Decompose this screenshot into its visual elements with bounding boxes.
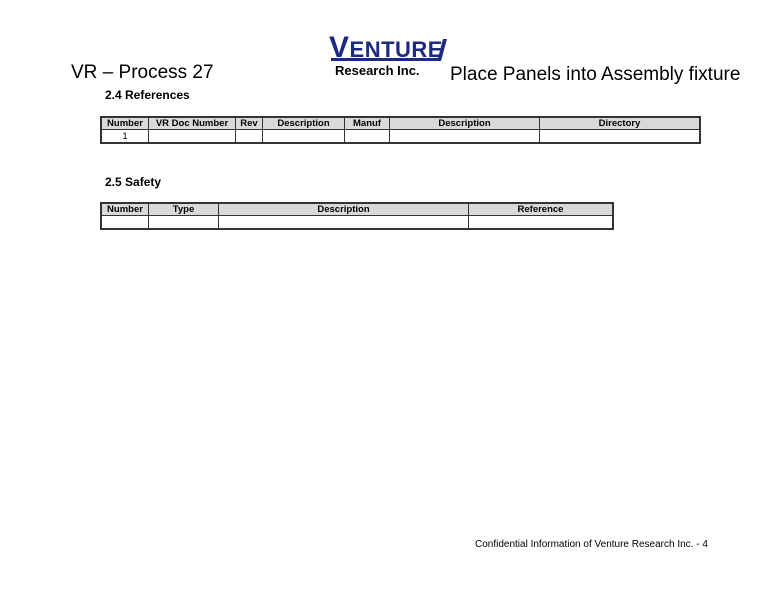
safety-table: [100, 202, 614, 230]
table-cell: [263, 130, 345, 144]
column-header: Manuf: [345, 117, 390, 130]
column-header: VR Doc Number: [149, 117, 236, 130]
table-cell: [101, 216, 149, 230]
logo-wordmark: [329, 31, 443, 64]
table-cell: [390, 130, 540, 144]
column-header: Description: [390, 117, 540, 130]
safety-heading: 2.5 Safety: [105, 175, 162, 189]
table-cell: [540, 130, 701, 144]
document-title: VR – Process 27: [71, 62, 214, 83]
column-header: Description: [263, 117, 345, 130]
company-logo: [329, 31, 449, 82]
table-header-row: [101, 203, 613, 216]
column-header: Rev: [236, 117, 263, 130]
table-cell: [149, 130, 236, 144]
table-cell: [469, 216, 614, 230]
table-cell: [149, 216, 219, 230]
logo-rest: ENTURE: [349, 37, 443, 62]
confidential-footer: Confidential Information of Venture Research Inc. - 4: [475, 539, 708, 550]
table-row: [101, 130, 700, 144]
column-header: Number: [101, 203, 149, 216]
table-row: [101, 216, 613, 230]
column-header: Number: [101, 117, 149, 130]
column-header: Reference: [469, 203, 614, 216]
column-header: Type: [149, 203, 219, 216]
table-cell: 1: [101, 130, 149, 144]
column-header: Description: [219, 203, 469, 216]
column-header: Directory: [540, 117, 701, 130]
table-cell: [219, 216, 469, 230]
logo-initial: V: [329, 31, 350, 64]
table-cell: [236, 130, 263, 144]
references-heading: 2.4 References: [105, 88, 190, 102]
table-cell: [345, 130, 390, 144]
table-header-row: [101, 117, 700, 130]
references-table: [100, 116, 701, 144]
process-title: Place Panels into Assembly fixture: [450, 64, 741, 85]
logo-subtitle: Research Inc.: [335, 63, 420, 78]
